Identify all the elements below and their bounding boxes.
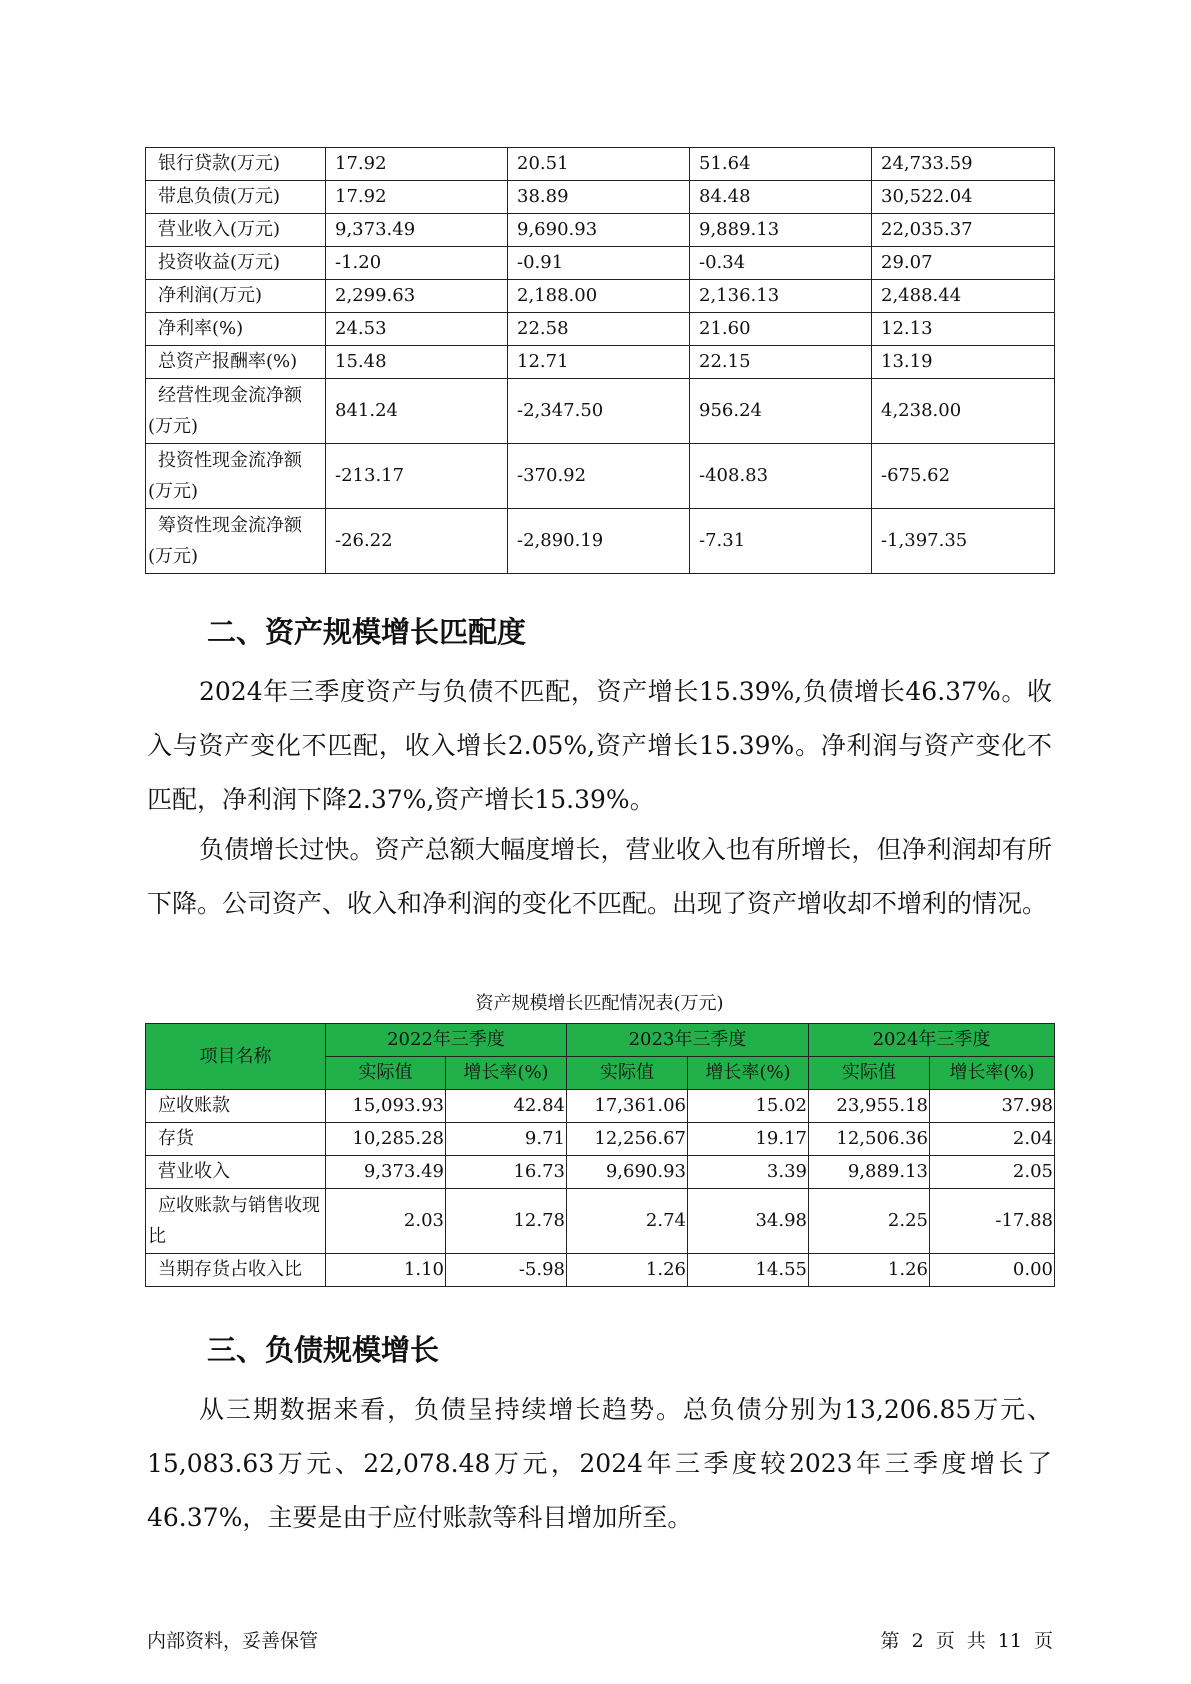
cell-value: 9,690.93 — [508, 214, 690, 247]
actual-value-header: 实际值 — [326, 1057, 446, 1090]
cell-value: 17,361.06 — [567, 1090, 688, 1123]
cell-value: 16.73 — [446, 1156, 567, 1189]
growth-rate-header: 增长率(%) — [446, 1057, 567, 1090]
cell-value: -213.17 — [326, 444, 508, 509]
cell-value: 9,889.13 — [809, 1156, 930, 1189]
cell-value: 10,285.28 — [326, 1123, 446, 1156]
table-row — [146, 1123, 1055, 1156]
cell-value: 2,188.00 — [508, 280, 690, 313]
table-caption: 资产规模增长匹配情况表(万元) — [475, 993, 724, 1014]
cell-value: 2,299.63 — [326, 280, 508, 313]
cell-value: 956.24 — [690, 379, 872, 444]
table-row — [146, 1189, 1055, 1254]
cell-value: 22.15 — [690, 346, 872, 379]
cell-value: 1.10 — [326, 1254, 446, 1287]
row-label: 经营性现金流净额(万元) — [146, 379, 326, 444]
cell-value: 24.53 — [326, 313, 508, 346]
cell-value: 23,955.18 — [809, 1090, 930, 1123]
cell-value: 13.19 — [872, 346, 1055, 379]
cell-value: 2.04 — [930, 1123, 1055, 1156]
cell-value: 37.98 — [930, 1090, 1055, 1123]
item-name-header: 项目名称 — [146, 1024, 326, 1090]
cell-value: 12.13 — [872, 313, 1055, 346]
cell-value: 2,488.44 — [872, 280, 1055, 313]
cell-value: 9,373.49 — [326, 1156, 446, 1189]
row-label: 投资性现金流净额(万元) — [146, 444, 326, 509]
cell-value: 42.84 — [446, 1090, 567, 1123]
row-label: 投资收益(万元) — [146, 247, 326, 280]
cell-value: 2,136.13 — [690, 280, 872, 313]
actual-value-header: 实际值 — [567, 1057, 688, 1090]
row-label: 营业收入(万元) — [146, 214, 326, 247]
cell-value: -2,890.19 — [508, 509, 690, 574]
cell-value: 17.92 — [326, 148, 508, 181]
cell-value: 9.71 — [446, 1123, 567, 1156]
period-header: 2024年三季度 — [809, 1024, 1055, 1057]
cell-value: 22,035.37 — [872, 214, 1055, 247]
table-row — [146, 379, 1055, 444]
cell-value: -0.34 — [690, 247, 872, 280]
cell-value: 29.07 — [872, 247, 1055, 280]
cell-value: 9,373.49 — [326, 214, 508, 247]
row-label: 带息负债(万元) — [146, 181, 326, 214]
cell-value: 3.39 — [688, 1156, 809, 1189]
table-row — [146, 346, 1055, 379]
cell-value: 30,522.04 — [872, 181, 1055, 214]
table-row — [146, 509, 1055, 574]
cell-value: 1.26 — [809, 1254, 930, 1287]
row-label: 存货 — [146, 1123, 326, 1156]
table-row — [146, 214, 1055, 247]
cell-value: 15.02 — [688, 1090, 809, 1123]
growth-rate-header: 增长率(%) — [930, 1057, 1055, 1090]
cell-value: 22.58 — [508, 313, 690, 346]
page-number: 第 2 页 共 11 页 — [880, 1630, 1053, 1652]
period-header: 2023年三季度 — [567, 1024, 809, 1057]
asset-growth-match-table — [145, 1023, 1055, 1287]
cell-value: 15,093.93 — [326, 1090, 446, 1123]
period-header: 2022年三季度 — [326, 1024, 567, 1057]
cell-value: 9,889.13 — [690, 214, 872, 247]
cell-value: 4,238.00 — [872, 379, 1055, 444]
cell-value: -17.88 — [930, 1189, 1055, 1254]
cell-value: -0.91 — [508, 247, 690, 280]
cell-value: 2.74 — [567, 1189, 688, 1254]
cell-value: -1,397.35 — [872, 509, 1055, 574]
cell-value: 17.92 — [326, 181, 508, 214]
paragraph: 从三期数据来看，负债呈持续增长趋势。总负债分别为13,206.85万元、15,083.63万元、22,078.48万元，2024年三季度较2023年三季度增长了46.37%，主要是由于应付账款等科目增加所至。 — [147, 1395, 1052, 1532]
cell-value: -7.31 — [690, 509, 872, 574]
cell-value: 2.05 — [930, 1156, 1055, 1189]
table-row — [146, 1156, 1055, 1189]
table-row — [146, 1254, 1055, 1287]
cell-value: 38.89 — [508, 181, 690, 214]
cell-value: -675.62 — [872, 444, 1055, 509]
section-heading-asset-growth: 二、资产规模增长匹配度 — [207, 615, 527, 649]
cell-value: -5.98 — [446, 1254, 567, 1287]
row-label: 应收账款与销售收现比 — [146, 1189, 326, 1254]
paragraph: 2024年三季度资产与负债不匹配，资产增长15.39%,负债增长46.37%。收入与资产变化不匹配，收入增长2.05%,资产增长15.39%。净利润与资产变化不匹配，净利润下降2.37%,资产增长15.39%。 — [147, 677, 1052, 814]
cell-value: 1.26 — [567, 1254, 688, 1287]
row-label: 净利率(%) — [146, 313, 326, 346]
paragraph: 负债增长过快。资产总额大幅度增长，营业收入也有所增长，但净利润却有所下降。公司资产、收入和净利润的变化不匹配。出现了资产增收却不增利的情况。 — [147, 835, 1052, 918]
cell-value: -2,347.50 — [508, 379, 690, 444]
cell-value: 2.03 — [326, 1189, 446, 1254]
cell-value: 21.60 — [690, 313, 872, 346]
row-label: 筹资性现金流净额(万元) — [146, 509, 326, 574]
table-row — [146, 181, 1055, 214]
table-row — [146, 247, 1055, 280]
section-heading-liability-growth: 三、负债规模增长 — [207, 1333, 440, 1367]
table-row — [146, 444, 1055, 509]
cell-value: 15.48 — [326, 346, 508, 379]
actual-value-header: 实际值 — [809, 1057, 930, 1090]
cell-value: 12,506.36 — [809, 1123, 930, 1156]
cell-value: 14.55 — [688, 1254, 809, 1287]
table-header-row — [146, 1024, 1055, 1057]
cell-value: 51.64 — [690, 148, 872, 181]
cell-value: 841.24 — [326, 379, 508, 444]
cell-value: 19.17 — [688, 1123, 809, 1156]
row-label: 净利润(万元) — [146, 280, 326, 313]
cell-value: 84.48 — [690, 181, 872, 214]
cell-value: -370.92 — [508, 444, 690, 509]
cell-value: 12.78 — [446, 1189, 567, 1254]
row-label: 应收账款 — [146, 1090, 326, 1123]
cell-value: 34.98 — [688, 1189, 809, 1254]
cell-value: 0.00 — [930, 1254, 1055, 1287]
table-row — [146, 148, 1055, 181]
cell-value: 2.25 — [809, 1189, 930, 1254]
table-row — [146, 280, 1055, 313]
cell-value: -1.20 — [326, 247, 508, 280]
financial-indicators-table — [145, 147, 1055, 574]
cell-value: 12.71 — [508, 346, 690, 379]
cell-value: -26.22 — [326, 509, 508, 574]
table-row — [146, 313, 1055, 346]
cell-value: 24,733.59 — [872, 148, 1055, 181]
cell-value: 12,256.67 — [567, 1123, 688, 1156]
cell-value: 20.51 — [508, 148, 690, 181]
footer-confidential-note: 内部资料，妥善保管 — [147, 1630, 319, 1652]
row-label: 银行贷款(万元) — [146, 148, 326, 181]
row-label: 当期存货占收入比 — [146, 1254, 326, 1287]
row-label: 总资产报酬率(%) — [146, 346, 326, 379]
row-label: 营业收入 — [146, 1156, 326, 1189]
growth-rate-header: 增长率(%) — [688, 1057, 809, 1090]
cell-value: 9,690.93 — [567, 1156, 688, 1189]
table-row — [146, 1090, 1055, 1123]
cell-value: -408.83 — [690, 444, 872, 509]
